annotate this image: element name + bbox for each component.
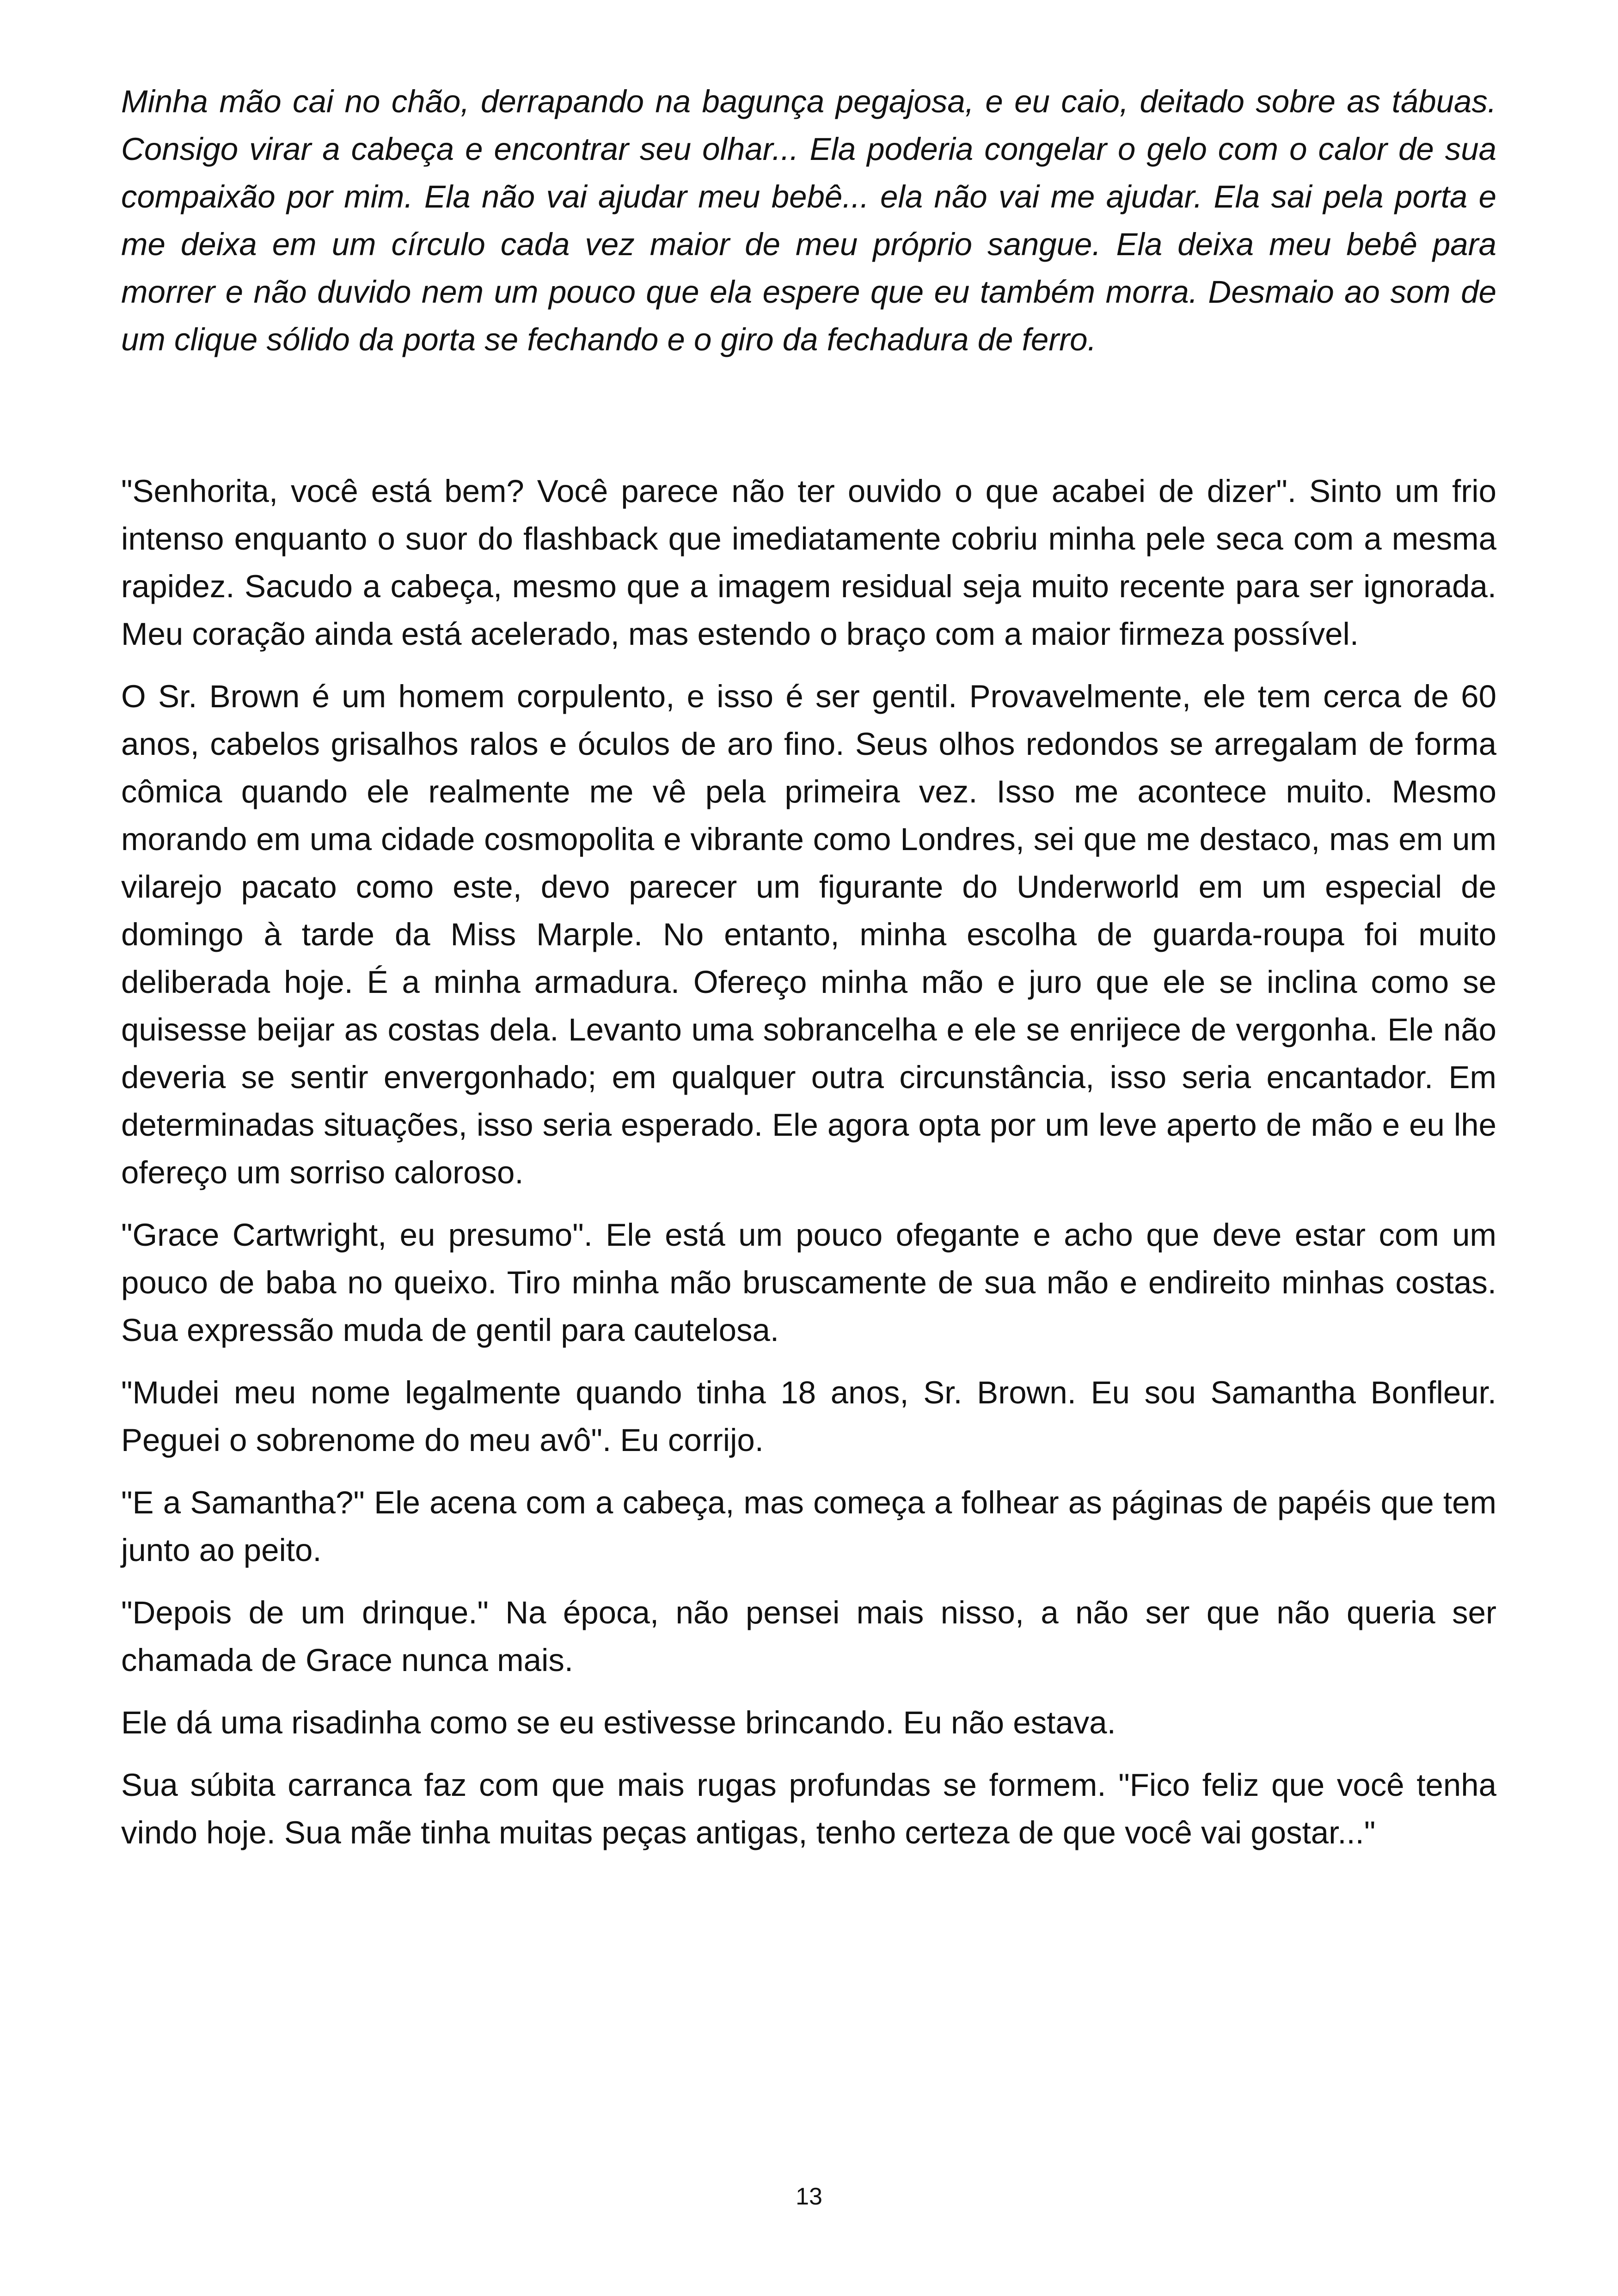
paragraph-4: "Mudei meu nome legalmente quando tinha 18 anos, Sr. Brown. Eu sou Samantha Bonfleur. Peguei o sobrenome do meu avô". Eu corrijo. [121,1375,1496,1458]
page-number: 13 [796,2183,822,2210]
paragraph-5: "E a Samantha?" Ele acena com a cabeça, mas começa a folhear as páginas de papéis que tem junto ao peito. [121,1485,1496,1568]
paragraph-7: Ele dá uma risadinha como se eu estivesse brincando. Eu não estava. [121,1705,1116,1740]
paragraph-3: "Grace Cartwright, eu presumo". Ele está um pouco ofegante e acho que deve estar com um pouco de baba no queixo. Tiro minha mão bruscamente de sua mão e endireito minhas costas. Sua expressão muda de gentil para cautelosa. [121,1217,1496,1348]
page-body [121,78,1496,1871]
paragraph-1: "Senhorita, você está bem? Você parece não ter ouvido o que acabei de dizer". Sinto um frio intenso enquanto o suor do flashback que imediatamente cobriu minha pele seca com a mesma rapidez. Sacudo a cabeça, mesmo que a imagem residual seja muito recente para ser ignorada. Meu coração ainda está acelerado, mas estendo o braço com a maior firmeza possível. [121,473,1496,652]
paragraph-6: "Depois de um drinque." Na época, não pensei mais nisso, a não ser que não queria ser chamada de Grace nunca mais. [121,1595,1496,1678]
flashback-paragraph: Minha mão cai no chão, derrapando na bagunça pegajosa, e eu caio, deitado sobre as tábuas. Consigo virar a cabeça e encontrar seu olhar... Ela poderia congelar o gelo com o calor de sua compaixão por mim. Ela não vai ajudar meu bebê... ela não vai me ajudar. Ela sai pela porta e me deixa em um círculo cada vez maior de meu próprio sangue. Ela deixa meu bebê para morrer e não duvido nem um pouco que ela espere que eu também morra. Desmaio ao som de um clique sólido da porta se fechando e o giro da fechadura de ferro. [121,84,1496,357]
paragraph-2: O Sr. Brown é um homem corpulento, e isso é ser gentil. Provavelmente, ele tem cerca de 60 anos, cabelos grisalhos ralos e óculos de aro fino. Seus olhos redondos se arregalam de forma cômica quando ele realmente me vê pela primeira vez. Isso me acontece muito. Mesmo morando em uma cidade cosmopolita e vibrante como Londres, sei que me destaco, mas em um vilarejo pacato como este, devo parecer um figurante do Underworld em um especial de domingo à tarde da Miss Marple. No entanto, minha escolha de guarda-roupa foi muito deliberada hoje. É a minha armadura. Ofereço minha mão e juro que ele se inclina como se quisesse beijar as costas dela. Levanto uma sobrancelha e ele se enrijece de vergonha. Ele não deveria se sentir envergonhado; em qualquer outra circunstância, isso seria encantador. Em determinadas situações, isso seria esperado. Ele agora opta por um leve aperto de mão e eu lhe ofereço um sorriso caloroso. [121,679,1496,1190]
paragraph-8: Sua súbita carranca faz com que mais rugas profundas se formem. "Fico feliz que você tenha vindo hoje. Sua mãe tinha muitas peças antigas, tenho certeza de que você vai gostar..." [121,1767,1496,1850]
